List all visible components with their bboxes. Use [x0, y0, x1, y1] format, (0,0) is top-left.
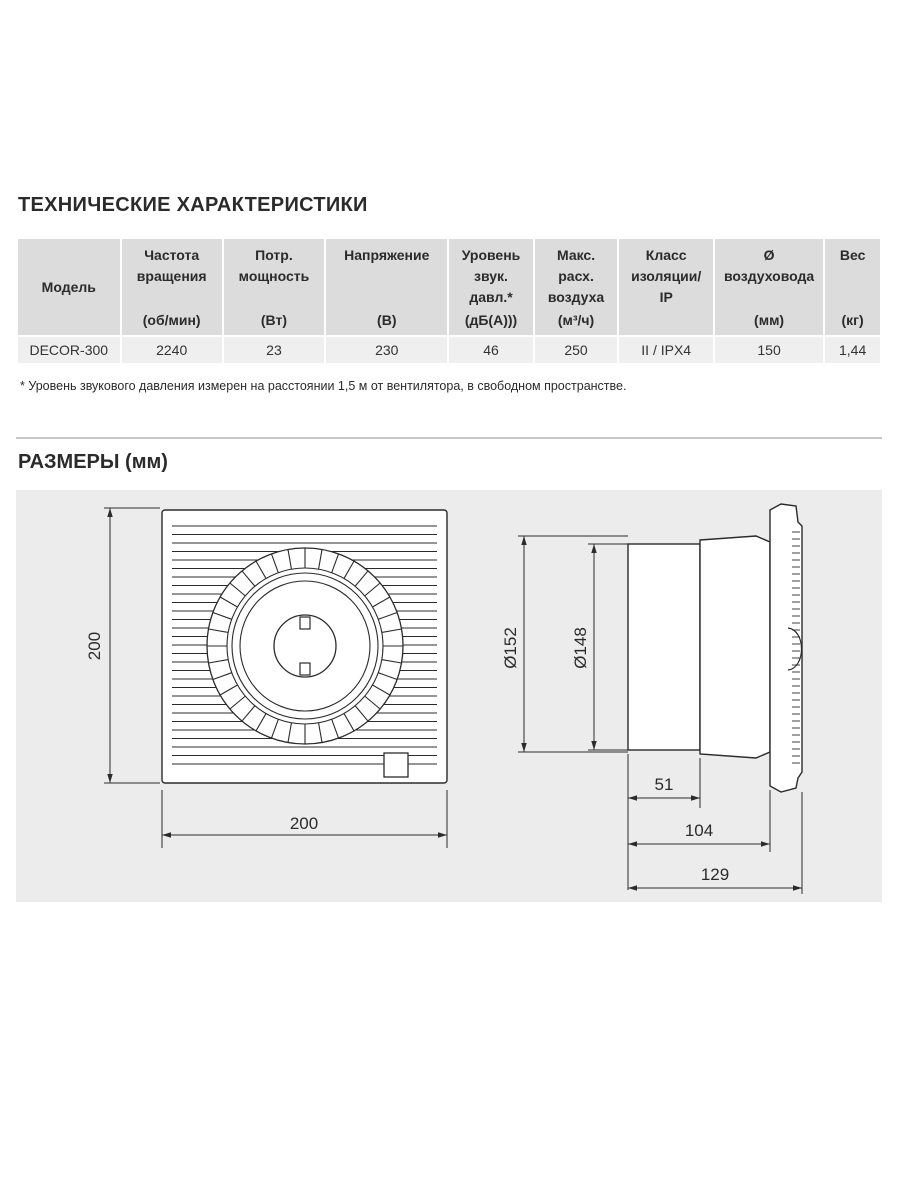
specs-title: ТЕХНИЧЕСКИЕ ХАРАКТЕРИСТИКИ	[18, 194, 368, 216]
footnote: * Уровень звукового давления измерен на расстоянии 1,5 м от вентилятора, в свободном пространстве.	[20, 379, 627, 393]
col-rotation-speed: Частота вращения (об/мин)	[122, 239, 222, 335]
specs-header-row	[18, 239, 880, 335]
total-depth-label: 129	[700, 865, 730, 884]
spigot	[628, 544, 700, 750]
cell-duct-diameter: 150	[715, 337, 823, 363]
specs-table	[16, 237, 882, 365]
col-duct-diameter: Ø воздуховода (мм)	[715, 239, 823, 335]
col-model: Модель	[18, 239, 120, 335]
section-divider	[16, 437, 882, 439]
spigot-depth-label: 51	[654, 775, 674, 794]
front-width-label: 200	[289, 814, 319, 833]
col-insulation-class: Класс изоляции/ IP	[619, 239, 712, 335]
cell-voltage: 230	[326, 337, 447, 363]
cell-sound-pressure: 46	[449, 337, 532, 363]
cell-model: DECOR-300	[18, 337, 120, 363]
motor-body	[700, 536, 770, 758]
cell-weight: 1,44	[825, 337, 880, 363]
technical-drawing	[16, 490, 882, 902]
body-depth-label: 104	[684, 821, 714, 840]
col-weight: Вес (кг)	[825, 239, 880, 335]
dimensions-drawing	[16, 490, 882, 902]
col-voltage: Напряжение (В)	[326, 239, 447, 335]
outer-diameter-label: Ø152	[501, 627, 520, 669]
inner-diameter-label: Ø148	[571, 627, 590, 669]
cell-power: 23	[224, 337, 324, 363]
hub-center	[274, 615, 336, 677]
col-power: Потр. мощность (Вт)	[224, 239, 324, 335]
front-view	[162, 510, 447, 783]
dimensions-title: РАЗМЕРЫ (мм)	[18, 451, 168, 473]
col-max-airflow: Макс. расх. воздуха (м³/ч)	[535, 239, 618, 335]
cell-insulation-class: II / IPX4	[619, 337, 712, 363]
cell-max-airflow: 250	[535, 337, 618, 363]
front-height-label: 200	[85, 631, 104, 661]
table-row	[18, 337, 880, 363]
col-sound-pressure: Уровень звук. давл.* (дБ(А)))	[449, 239, 532, 335]
indicator-square	[384, 753, 408, 777]
cell-rotation-speed: 2240	[122, 337, 222, 363]
side-view	[628, 504, 802, 792]
